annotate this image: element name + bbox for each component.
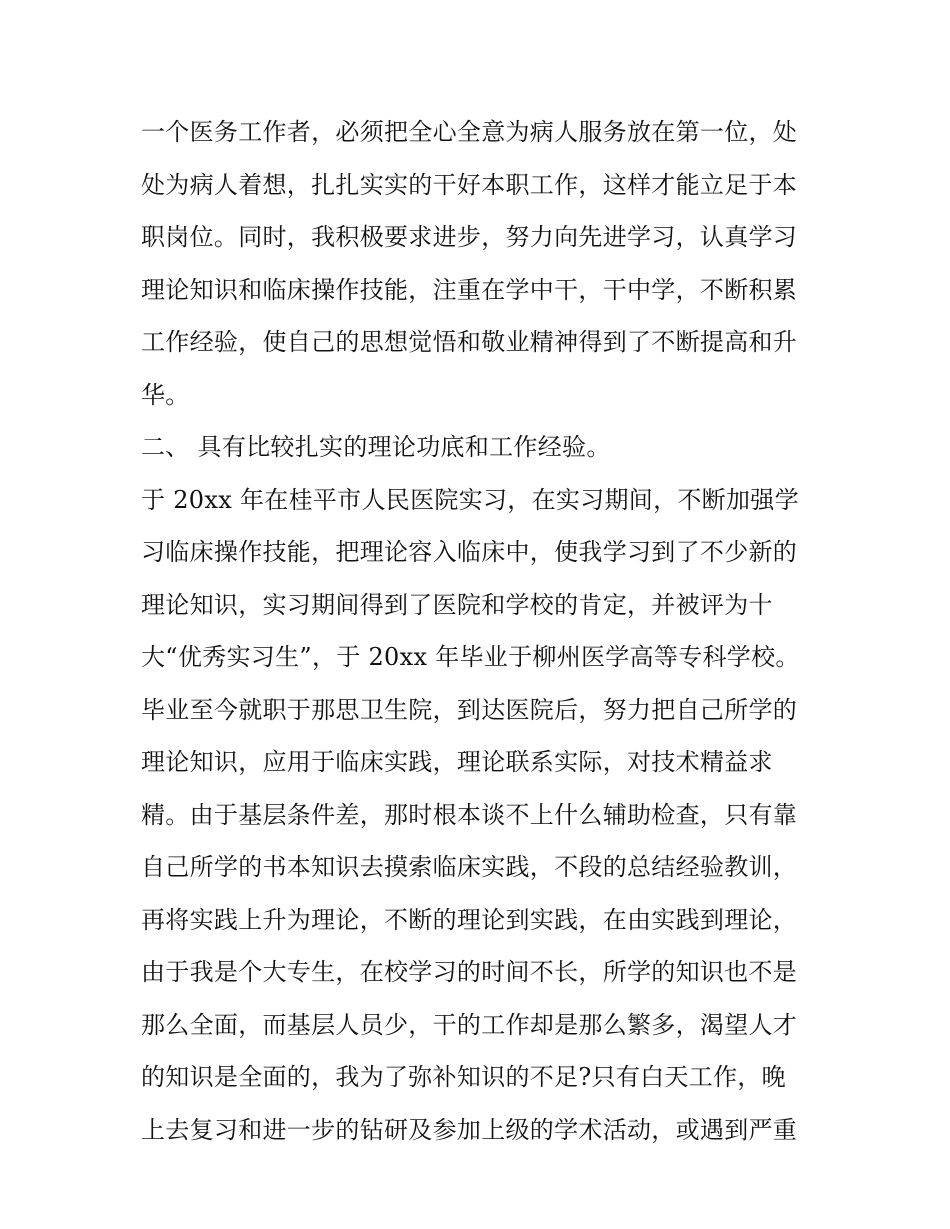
text-line: 理论知识，实习期间得到了医院和学校的肯定，并被评为十	[141, 590, 773, 619]
text-line: 由于我是个大专生，在校学习的时间不长，所学的知识也不是	[141, 958, 798, 986]
text-line: 上去复习和进一步的钻研及参加上级的学术活动，或遇到严重	[141, 1115, 798, 1144]
section-heading: 二、 具有比较扎实的理论功底和工作经验。	[141, 433, 611, 461]
text-line: 理论知识和临床操作技能，注重在学中干，干中学，不断积累	[141, 275, 798, 304]
text-line: 精。由于基层条件差，那时根本谈不上什么辅助检查，只有靠	[141, 800, 798, 829]
text-line: 的知识是全面的，我为了弥补知识的不足?只有白天工作，晚	[141, 1063, 786, 1091]
text-line: 理论知识，应用于临床实践，理论联系实际，对技术精益求	[141, 748, 773, 776]
text-line: 于 20xx 年在桂平市人民医院实习，在实习期间，不断加强学	[141, 485, 799, 514]
text-line: 处为病人着想，扎扎实实的干好本职工作，这样才能立足于本	[141, 170, 798, 199]
document-body	[141, 106, 821, 1156]
text-line: 一个医务工作者，必须把全心全意为病人服务放在第一位，处	[141, 118, 798, 146]
text-line: 华。	[141, 380, 190, 409]
text-line: 再将实践上升为理论，不断的理论到实践，在由实践到理论，	[141, 905, 798, 934]
text-line: 习临床操作技能，把理论容入临床中，使我学习到了不少新的	[141, 538, 798, 566]
text-line: 工作经验，使自己的思想觉悟和敬业精神得到了不断提高和升	[141, 328, 798, 356]
text-line: 职岗位。同时，我积极要求进步，努力向先进学习，认真学习	[141, 223, 798, 251]
text-line: 大“优秀实习生”，于 20xx 年毕业于柳州医学高等专科学校。	[141, 643, 800, 671]
text-line: 自己所学的书本知识去摸索临床实践，不段的总结经验教训，	[141, 853, 798, 881]
text-line: 那么全面，而基层人员少，干的工作却是那么繁多，渴望人才	[141, 1010, 798, 1039]
text-line: 毕业至今就职于那思卫生院，到达医院后，努力把自己所学的	[141, 695, 798, 724]
